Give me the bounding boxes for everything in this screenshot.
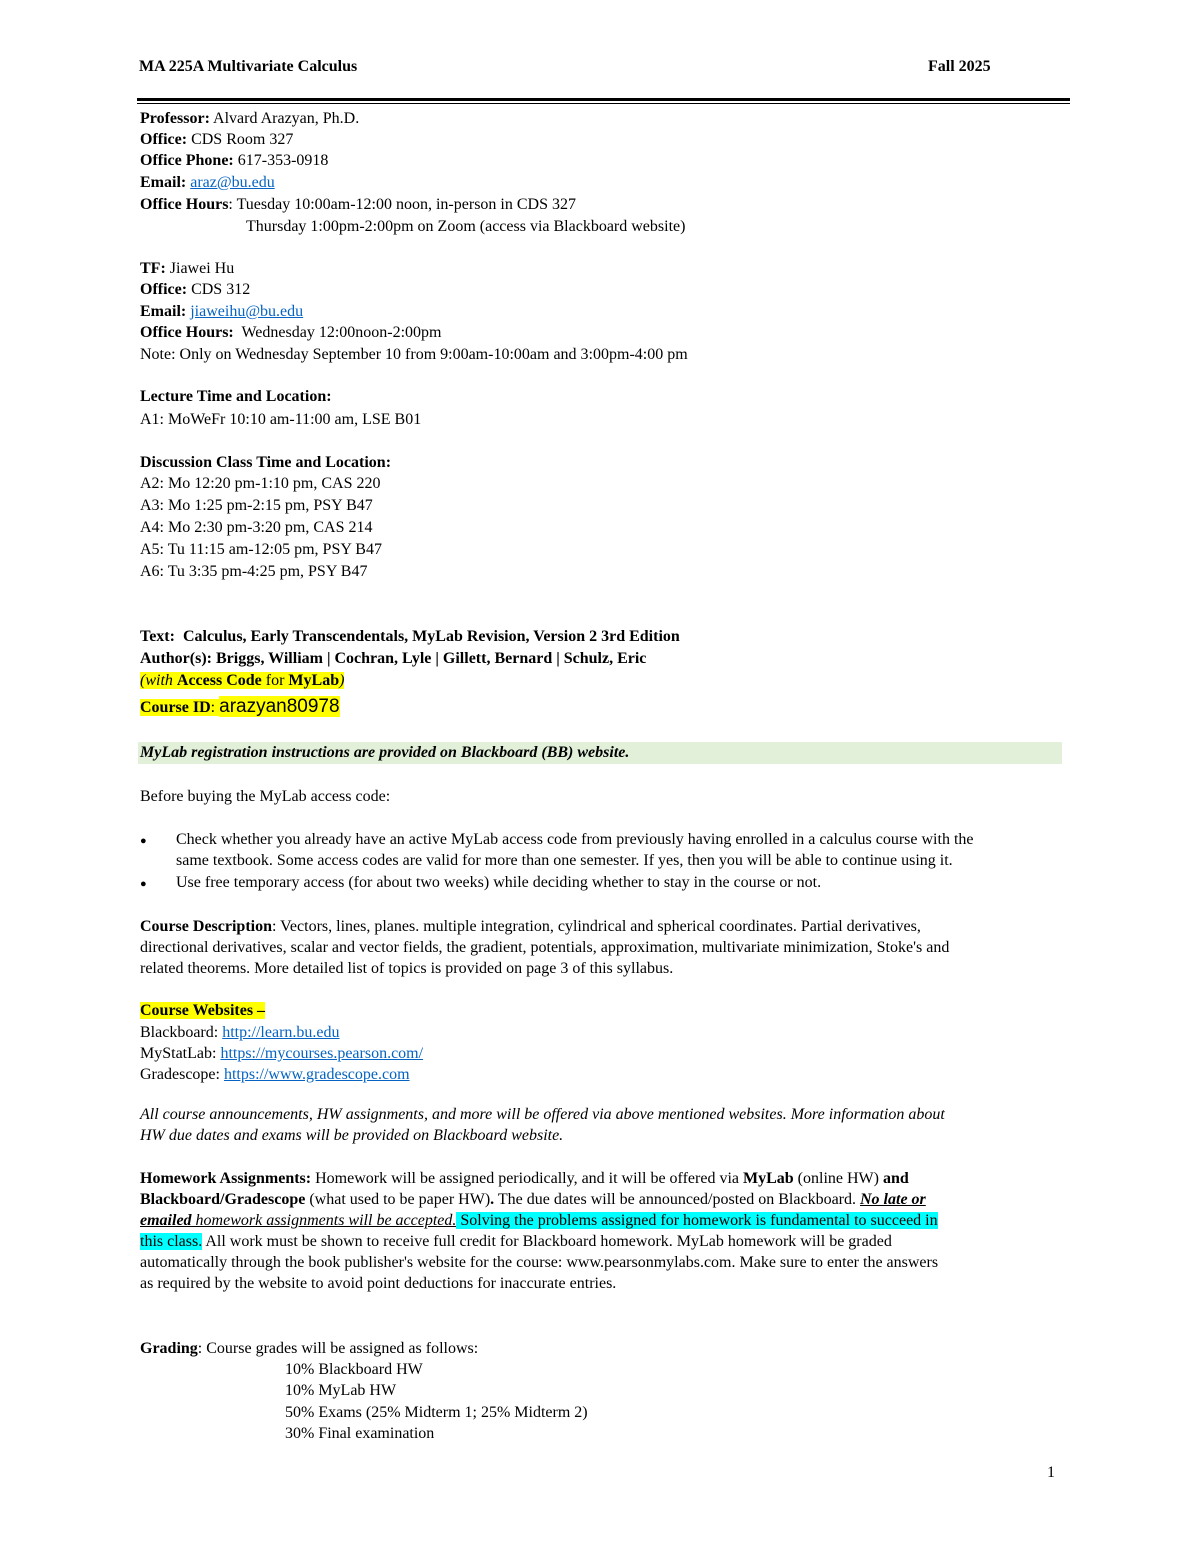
lecture-line: A1: MoWeFr 10:10 am-11:00 am, LSE B01 [140, 411, 422, 428]
professor-line: Professor: Alvard Arazyan, Ph.D. [140, 110, 360, 127]
authors-line: Author(s): Briggs, William | Cochran, Lyle | Gillett, Bernard | Schulz, Eric [140, 650, 647, 667]
professor-hours-2: Thursday 1:00pm-2:00pm on Zoom (access via Blackboard website) [246, 218, 686, 235]
professor-email-link[interactable]: araz@bu.edu [190, 174, 275, 191]
blackboard-link[interactable]: http://learn.bu.edu [222, 1024, 340, 1041]
discussion-section: A2: Mo 12:20 pm-1:10 pm, CAS 220 [140, 475, 381, 492]
access-code-line: (with Access Code for MyLab) [140, 672, 345, 689]
grading-item: 10% MyLab HW [285, 1382, 397, 1399]
homework-paragraph: Homework Assignments: Homework will be assigned periodically, and it will be offered via MyLab (online HW) and [140, 1170, 909, 1187]
header-rule [137, 98, 1070, 101]
course-title: MA 225A Multivariate Calculus [139, 58, 358, 75]
bullet-text: Check whether you already have an active MyLab access code from previously having enrolled in a calculus course with the [176, 831, 974, 848]
professor-hours: Office Hours: Tuesday 10:00am-12:00 noon, in-person in CDS 327 [140, 196, 576, 213]
grading-item: 10% Blackboard HW [285, 1361, 423, 1378]
grading-item: 30% Final examination [285, 1425, 435, 1442]
bullet-text: same textbook. Some access codes are valid for more than one semester. If yes, then you will be able to continue using it. [176, 852, 953, 869]
course-description-line: related theorems. More detailed list of topics is provided on page 3 of this syllabus. [140, 960, 674, 977]
announcements-note-2: HW due dates and exams will be provided on Blackboard website. [140, 1127, 564, 1144]
discussion-section: A4: Mo 2:30 pm-3:20 pm, CAS 214 [140, 519, 373, 536]
mystatlab-link[interactable]: https://mycourses.pearson.com/ [220, 1045, 424, 1062]
gradescope-link[interactable]: https://www.gradescope.com [223, 1066, 410, 1083]
registration-note: MyLab registration instructions are provided on Blackboard (BB) website. [140, 744, 630, 761]
course-id-line: Course ID: arazyan80978 [140, 696, 340, 717]
professor-email: Email: araz@bu.edu [140, 174, 275, 191]
course-description-line: directional derivatives, scalar and vector fields, the gradient, potentials, approximation, multivariate minimization, Stoke's and [140, 939, 950, 956]
homework-line: Blackboard/Gradescope (what used to be paper HW). The due dates will be announced/posted on Blackboard. No late or [140, 1191, 926, 1208]
discussion-section: A3: Mo 1:25 pm-2:15 pm, PSY B47 [140, 497, 373, 514]
website-blackboard: Blackboard: http://learn.bu.edu [140, 1024, 340, 1041]
websites-heading: Course Websites – [140, 1002, 266, 1019]
course-description: Course Description: Vectors, lines, planes. multiple integration, cylindrical and spherical coordinates. Partial derivatives, [140, 918, 921, 935]
header-rule-thin [137, 103, 1070, 104]
website-gradescope: Gradescope: https://www.gradescope.com [140, 1066, 410, 1083]
bullet-text: Use free temporary access (for about two weeks) while deciding whether to stay in the course or not. [176, 874, 822, 891]
discussion-section: A5: Tu 11:15 am-12:05 pm, PSY B47 [140, 541, 382, 558]
before-buying: Before buying the MyLab access code: [140, 788, 391, 805]
homework-line: emailed homework assignments will be accepted. Solving the problems assigned for homework is fundamental to succeed in [140, 1212, 938, 1229]
bullet-icon: ● [140, 878, 147, 890]
tf-office: Office: CDS 312 [140, 281, 251, 298]
professor-office: Office: CDS Room 327 [140, 131, 294, 148]
tf-hours: Office Hours: Wednesday 12:00noon-2:00pm [140, 324, 442, 341]
website-mystatlab: MyStatLab: https://mycourses.pearson.com/ [140, 1045, 424, 1062]
tf-line: TF: Jiawei Hu [140, 260, 235, 277]
tf-note: Note: Only on Wednesday September 10 from 9:00am-10:00am and 3:00pm-4:00 pm [140, 346, 688, 363]
discussion-heading: Discussion Class Time and Location: [140, 454, 392, 471]
course-id-value: arazyan80978 [219, 696, 340, 717]
homework-line: this class. All work must be shown to receive full credit for Blackboard homework. MyLab homework will be graded [140, 1233, 892, 1250]
text-line: Text: Calculus, Early Transcendentals, MyLab Revision, Version 2 3rd Edition [140, 628, 680, 645]
tf-email: Email: jiaweihu@bu.edu [140, 303, 304, 320]
professor-phone: Office Phone: 617-353-0918 [140, 152, 329, 169]
tf-email-link[interactable]: jiaweihu@bu.edu [190, 303, 304, 320]
homework-line: as required by the website to avoid point deductions for inaccurate entries. [140, 1275, 617, 1292]
page-number: 1 [1047, 1464, 1055, 1481]
discussion-section: A6: Tu 3:35 pm-4:25 pm, PSY B47 [140, 563, 368, 580]
grading-line: Grading: Course grades will be assigned as follows: [140, 1340, 479, 1357]
page-header [139, 58, 1061, 80]
term: Fall 2025 [928, 58, 991, 75]
bullet-icon: ● [140, 835, 147, 847]
announcements-note: All course announcements, HW assignments, and more will be offered via above mentioned websites. More information about [140, 1106, 945, 1123]
lecture-heading: Lecture Time and Location: [140, 388, 332, 405]
homework-line: automatically through the book publisher's website for the course: www.pearsonmylabs.com. Make sure to enter the answers [140, 1254, 939, 1271]
grading-item: 50% Exams (25% Midterm 1; 25% Midterm 2) [285, 1404, 588, 1421]
